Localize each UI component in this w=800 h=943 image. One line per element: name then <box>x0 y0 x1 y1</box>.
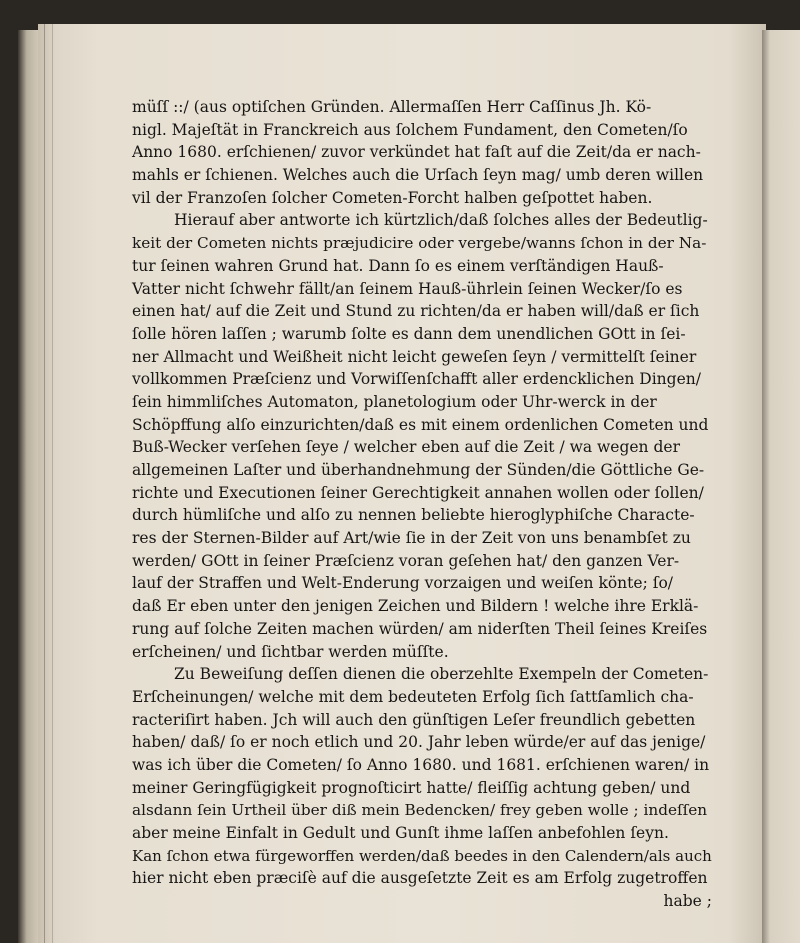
text-line: alsdann ſein Urtheil über diß mein Bedencken/ frey geben wolle ; indeſſen <box>132 801 708 820</box>
text-line: mahls er ſchienen. Welches auch die Urſach ſeyn mag/ umb deren willen <box>132 166 704 185</box>
text-line: allgemeinen Laſter und überhandnehmung der Sünden/die Göttliche Ge- <box>132 461 705 479</box>
text-line: Anno 1680. erſchienen/ zuvor verkündet hat faſt auf die Zeit/da er nach- <box>132 143 701 162</box>
text-line: haben/ daß/ ſo er noch etlich und 20. Jahr leben würde/er auf das jenige/ <box>132 733 706 752</box>
text-line: werden/ GOtt in ſeiner Præſcienz voran geſehen hat/ den ganzen Ver- <box>132 551 680 570</box>
text-line: Schöpffung alſo einzurichten/daß es mit einem ordenlichen Cometen und <box>132 415 709 434</box>
text-line: keit der Cometen nichts præjudicire oder vergebe/wanns ſchon in der Na- <box>132 234 707 253</box>
text-line: aber meine Einfalt in Gedult und Gunſt ihme laſſen anbefohlen ſeyn. <box>132 824 669 842</box>
text-line: ſein himmliſches Automaton, planetologium oder Uhr-werck in der <box>132 392 657 411</box>
text-line: richte und Executionen ſeiner Gerechtigkeit annahen wollen oder ſollen/ <box>132 483 704 502</box>
text-line: einen hat/ auf die Zeit und Stund zu richten/da er haben will/daß er ſich <box>132 302 700 321</box>
text-line: ſolle hören laſſen ; warumb ſolte es dann dem unendlichen GOtt in ſei- <box>132 324 686 343</box>
text-line: vollkommen Præſcienz und Vorwiſſenſchafft aller erdencklichen Dingen/ <box>132 370 701 389</box>
text-line: ner Allmacht und Weißheit nicht leicht geweſen ſeyn / vermittelſt ſeiner <box>132 347 697 366</box>
text-line: racteriſirt haben. Jch will auch den günſtigen Leſer freundlich gebetten <box>132 710 696 729</box>
text-line: lauf der Straffen und Welt-Enderung vorzaigen und weiſen könte; ſo/ <box>132 574 674 593</box>
text-line: Vatter nicht ſchwehr fällt/an ſeinem Hauß-ührlein ſeinen Wecker/ſo es <box>132 279 683 298</box>
text-line: durch hümliſche und alſo zu nennen beliebte hieroglyphiſche Characte- <box>132 506 695 525</box>
text-line: Erſcheinungen/ welche mit dem bedeuteten Erfolg ſich ſattſamlich cha- <box>132 687 694 706</box>
text-line: erſcheinen/ und ſichtbar werden müſſte. <box>132 642 449 661</box>
page-gutter-line <box>44 24 45 943</box>
text-line: Kan ſchon etwa fürgeworffen werden/daß beedes in den Calendern/als auch <box>132 846 712 865</box>
text-line: tur ſeinen wahren Grund hat. Dann ſo es einem verſtändigen Hauß- <box>132 256 664 275</box>
paragraph-start-line: Zu Beweiſung deſſen dienen die oberzehlte Exempeln der Cometen- <box>174 665 709 684</box>
text-line: Buß-Wecker verſehen ſeye / welcher eben auf die Zeit / wa wegen der <box>132 438 680 457</box>
page-stack-edge <box>18 30 40 943</box>
catchword: habe ; <box>663 892 712 911</box>
text-line: was ich über die Cometen/ ſo Anno 1680. und 1681. erſchienen waren/ in <box>132 755 710 774</box>
text-line: müſſ ::/ (aus optiſchen Gründen. Allermaſſen Herr Caſſinus Jh. Kö- <box>132 98 652 116</box>
facing-page-edge <box>762 30 800 943</box>
text-line: meiner Geringfügigkeit prognoſticirt hatte/ fleiſſig achtung geben/ und <box>132 778 691 797</box>
text-line: nigl. Majeſtät in Franckreich aus ſolchem Fundament, den Cometen/ſo <box>132 120 688 139</box>
page-text <box>132 96 712 913</box>
page-gutter-line-2 <box>52 24 53 943</box>
text-line: rung auf ſolche Zeiten machen würden/ am niderſten Theil ſeines Kreiſes <box>132 619 708 638</box>
paragraph-start-line: Hierauf aber antworte ich kürtzlich/daß ſolches alles der Bedeutlig- <box>174 211 708 230</box>
text-line: res der Sternen-Bilder auf Art/wie ſie in der Zeit von uns benambſet zu <box>132 529 691 548</box>
text-line: vil der Franzoſen ſolcher Cometen-Forcht halben geſpottet haben. <box>132 188 653 207</box>
text-line: hier nicht eben præciſè auf die ausgeſetzte Zeit es am Erfolg zugetroffen <box>132 869 708 888</box>
text-line: daß Er eben unter den jenigen Zeichen und Bildern ! welche ihre Erklä- <box>132 597 699 616</box>
